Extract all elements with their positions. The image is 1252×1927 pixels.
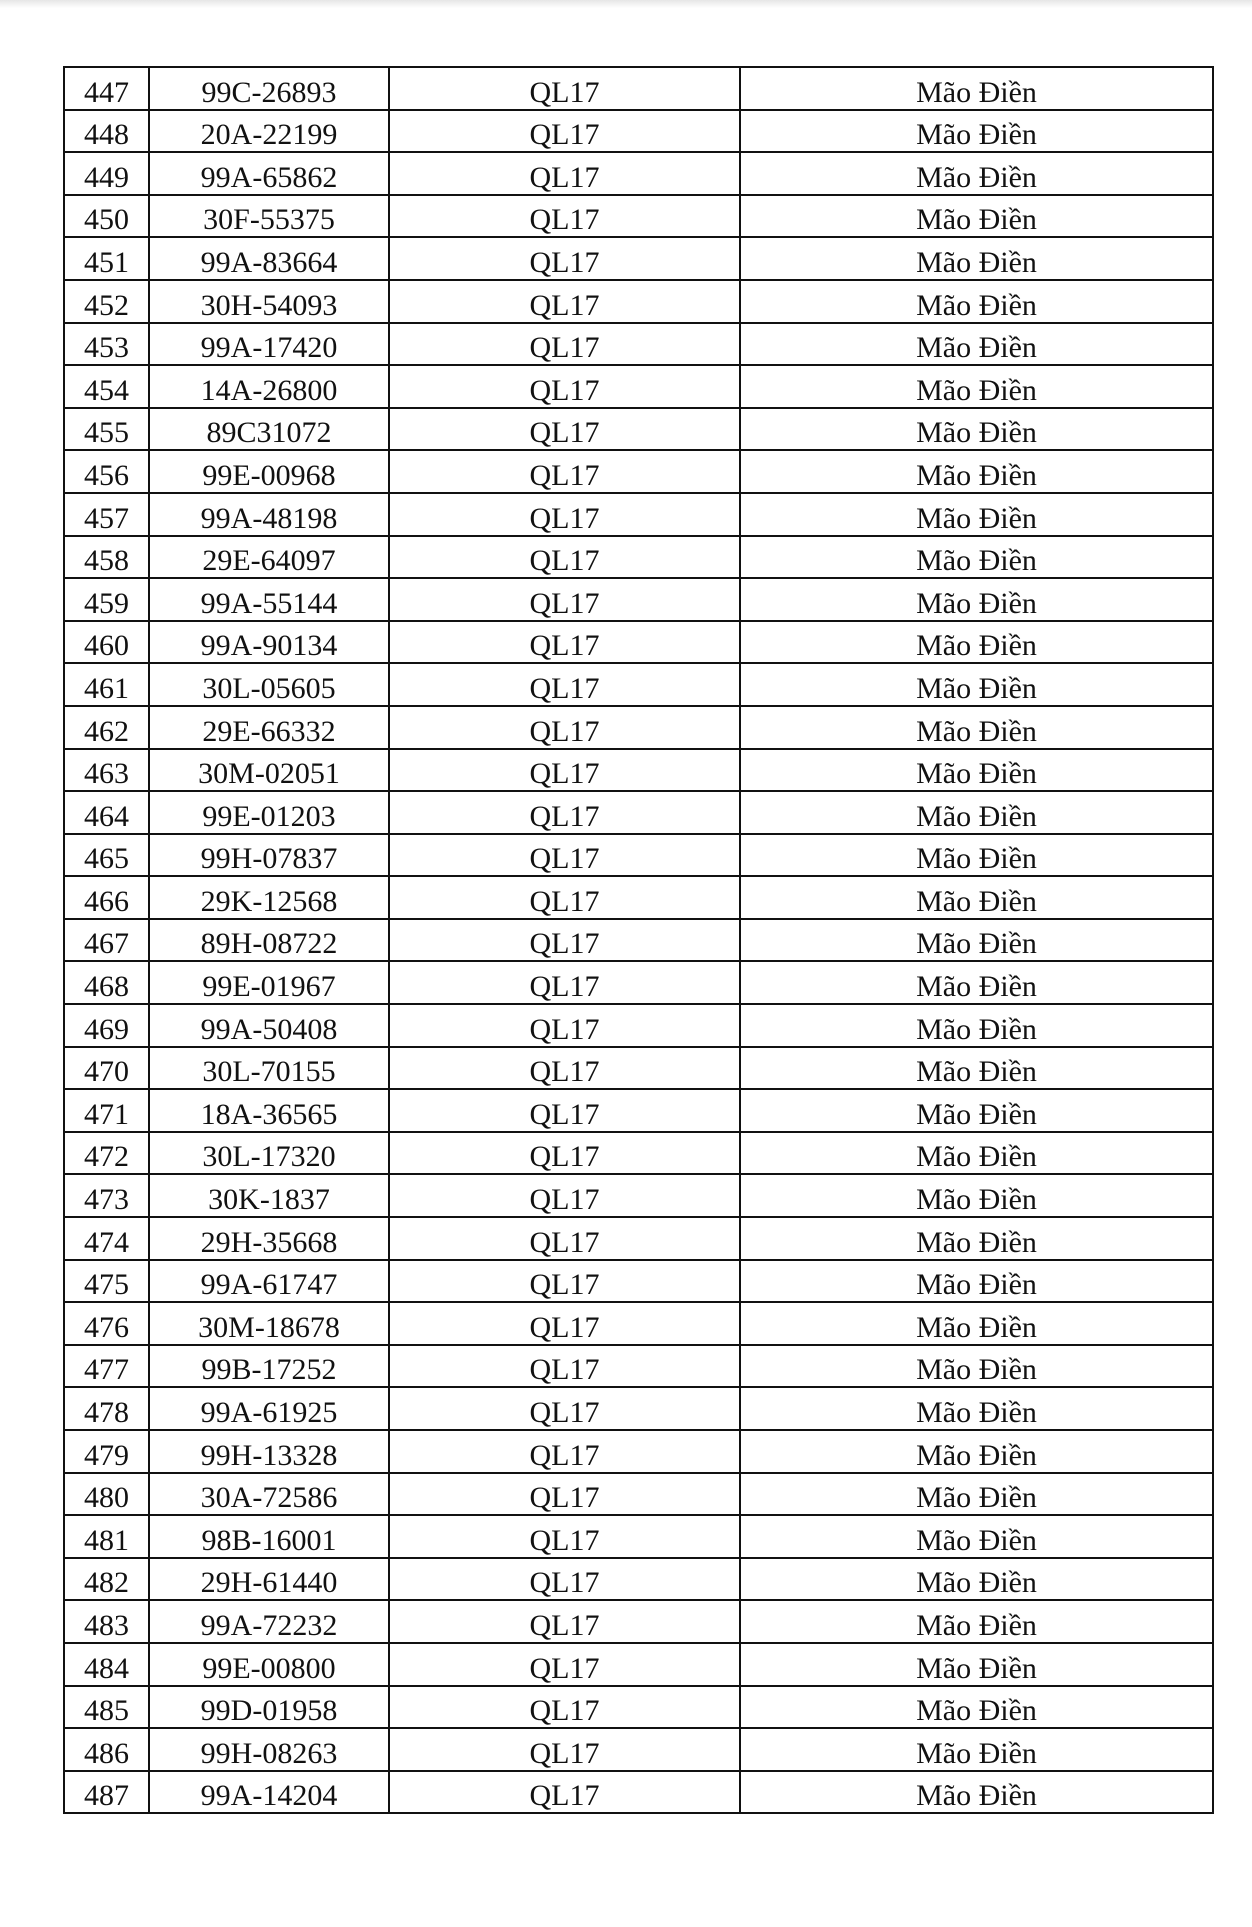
road-cell: QL17 — [389, 1345, 740, 1388]
table-row — [64, 706, 1213, 749]
road-cell: QL17 — [389, 961, 740, 1004]
road-cell: QL17 — [389, 1686, 740, 1729]
table-row — [64, 876, 1213, 919]
road-cell: QL17 — [389, 578, 740, 621]
location-cell: Mão Điền — [740, 1387, 1213, 1430]
table-body — [64, 67, 1213, 1813]
location-cell: Mão Điền — [740, 1515, 1213, 1558]
row-number-cell: 458 — [64, 536, 149, 579]
table-row — [64, 152, 1213, 195]
license-plate-cell: 99A-55144 — [149, 578, 389, 621]
license-plate-cell: 99A-61747 — [149, 1260, 389, 1303]
road-cell: QL17 — [389, 1302, 740, 1345]
table-row — [64, 663, 1213, 706]
road-cell: QL17 — [389, 195, 740, 238]
license-plate-cell: 99A-50408 — [149, 1004, 389, 1047]
location-cell: Mão Điền — [740, 67, 1213, 110]
road-cell: QL17 — [389, 1260, 740, 1303]
location-cell: Mão Điền — [740, 1558, 1213, 1601]
page-top-shadow — [0, 0, 1252, 8]
license-plate-cell: 20A-22199 — [149, 110, 389, 153]
table-row — [64, 1004, 1213, 1047]
row-number-cell: 456 — [64, 450, 149, 493]
location-cell: Mão Điền — [740, 663, 1213, 706]
table-row — [64, 536, 1213, 579]
table-row — [64, 919, 1213, 962]
table-row — [64, 1430, 1213, 1473]
road-cell: QL17 — [389, 1515, 740, 1558]
license-plate-cell: 99E-00800 — [149, 1643, 389, 1686]
location-cell: Mão Điền — [740, 1430, 1213, 1473]
road-cell: QL17 — [389, 1473, 740, 1516]
road-cell: QL17 — [389, 365, 740, 408]
location-cell: Mão Điền — [740, 1600, 1213, 1643]
road-cell: QL17 — [389, 791, 740, 834]
row-number-cell: 452 — [64, 280, 149, 323]
row-number-cell: 473 — [64, 1174, 149, 1217]
location-cell: Mão Điền — [740, 1132, 1213, 1175]
location-cell: Mão Điền — [740, 195, 1213, 238]
road-cell: QL17 — [389, 1771, 740, 1814]
table-row — [64, 280, 1213, 323]
table-row — [64, 1260, 1213, 1303]
table-row — [64, 493, 1213, 536]
road-cell: QL17 — [389, 1089, 740, 1132]
row-number-cell: 467 — [64, 919, 149, 962]
location-cell: Mão Điền — [740, 1345, 1213, 1388]
row-number-cell: 478 — [64, 1387, 149, 1430]
location-cell: Mão Điền — [740, 1686, 1213, 1729]
location-cell: Mão Điền — [740, 919, 1213, 962]
table-row — [64, 1643, 1213, 1686]
location-cell: Mão Điền — [740, 1643, 1213, 1686]
row-number-cell: 460 — [64, 621, 149, 664]
row-number-cell: 477 — [64, 1345, 149, 1388]
road-cell: QL17 — [389, 1558, 740, 1601]
road-cell: QL17 — [389, 237, 740, 280]
license-plate-cell: 99B-17252 — [149, 1345, 389, 1388]
road-cell: QL17 — [389, 110, 740, 153]
road-cell: QL17 — [389, 1174, 740, 1217]
table-row — [64, 1600, 1213, 1643]
road-cell: QL17 — [389, 1600, 740, 1643]
license-plate-cell: 29H-35668 — [149, 1217, 389, 1260]
location-cell: Mão Điền — [740, 1302, 1213, 1345]
location-cell: Mão Điền — [740, 1047, 1213, 1090]
road-cell: QL17 — [389, 706, 740, 749]
row-number-cell: 475 — [64, 1260, 149, 1303]
row-number-cell: 465 — [64, 834, 149, 877]
row-number-cell: 480 — [64, 1473, 149, 1516]
table-row — [64, 1302, 1213, 1345]
road-cell: QL17 — [389, 1217, 740, 1260]
table-row — [64, 1047, 1213, 1090]
row-number-cell: 449 — [64, 152, 149, 195]
row-number-cell: 476 — [64, 1302, 149, 1345]
license-plate-cell: 18A-36565 — [149, 1089, 389, 1132]
table-row — [64, 621, 1213, 664]
row-number-cell: 481 — [64, 1515, 149, 1558]
license-plate-cell: 99A-17420 — [149, 323, 389, 366]
row-number-cell: 469 — [64, 1004, 149, 1047]
row-number-cell: 455 — [64, 408, 149, 451]
row-number-cell: 457 — [64, 493, 149, 536]
license-plate-cell: 30L-05605 — [149, 663, 389, 706]
license-plate-cell: 99A-48198 — [149, 493, 389, 536]
location-cell: Mão Điền — [740, 323, 1213, 366]
road-cell: QL17 — [389, 1047, 740, 1090]
table-row — [64, 323, 1213, 366]
table-row — [64, 791, 1213, 834]
location-cell: Mão Điền — [740, 365, 1213, 408]
license-plate-cell: 30A-72586 — [149, 1473, 389, 1516]
table-row — [64, 450, 1213, 493]
row-number-cell: 483 — [64, 1600, 149, 1643]
road-cell: QL17 — [389, 1004, 740, 1047]
license-plate-cell: 29E-66332 — [149, 706, 389, 749]
location-cell: Mão Điền — [740, 1174, 1213, 1217]
row-number-cell: 459 — [64, 578, 149, 621]
license-plate-cell: 30F-55375 — [149, 195, 389, 238]
location-cell: Mão Điền — [740, 621, 1213, 664]
road-cell: QL17 — [389, 67, 740, 110]
location-cell: Mão Điền — [740, 1473, 1213, 1516]
table-row — [64, 1132, 1213, 1175]
row-number-cell: 482 — [64, 1558, 149, 1601]
row-number-cell: 454 — [64, 365, 149, 408]
road-cell: QL17 — [389, 152, 740, 195]
table-row — [64, 1345, 1213, 1388]
table-row — [64, 1473, 1213, 1516]
license-plate-cell: 99A-14204 — [149, 1771, 389, 1814]
location-cell: Mão Điền — [740, 536, 1213, 579]
table-row — [64, 237, 1213, 280]
row-number-cell: 453 — [64, 323, 149, 366]
license-plate-cell: 99A-65862 — [149, 152, 389, 195]
license-plate-cell: 99H-07837 — [149, 834, 389, 877]
license-plate-cell: 30K-1837 — [149, 1174, 389, 1217]
license-plate-cell: 99E-01203 — [149, 791, 389, 834]
location-cell: Mão Điền — [740, 1217, 1213, 1260]
road-cell: QL17 — [389, 1728, 740, 1771]
vehicle-violation-table — [63, 66, 1214, 1814]
row-number-cell: 451 — [64, 237, 149, 280]
road-cell: QL17 — [389, 663, 740, 706]
license-plate-cell: 99A-72232 — [149, 1600, 389, 1643]
location-cell: Mão Điền — [740, 1004, 1213, 1047]
road-cell: QL17 — [389, 1430, 740, 1473]
road-cell: QL17 — [389, 876, 740, 919]
row-number-cell: 484 — [64, 1643, 149, 1686]
row-number-cell: 462 — [64, 706, 149, 749]
license-plate-cell: 99C-26893 — [149, 67, 389, 110]
license-plate-cell: 99E-00968 — [149, 450, 389, 493]
license-plate-cell: 29H-61440 — [149, 1558, 389, 1601]
table-row — [64, 1089, 1213, 1132]
row-number-cell: 461 — [64, 663, 149, 706]
license-plate-cell: 14A-26800 — [149, 365, 389, 408]
location-cell: Mão Điền — [740, 493, 1213, 536]
road-cell: QL17 — [389, 280, 740, 323]
license-plate-cell: 99A-83664 — [149, 237, 389, 280]
table-row — [64, 195, 1213, 238]
location-cell: Mão Điền — [740, 1260, 1213, 1303]
road-cell: QL17 — [389, 919, 740, 962]
row-number-cell: 472 — [64, 1132, 149, 1175]
table-row — [64, 1217, 1213, 1260]
row-number-cell: 485 — [64, 1686, 149, 1729]
road-cell: QL17 — [389, 1132, 740, 1175]
license-plate-cell: 30H-54093 — [149, 280, 389, 323]
table-row — [64, 1387, 1213, 1430]
license-plate-cell: 29K-12568 — [149, 876, 389, 919]
road-cell: QL17 — [389, 493, 740, 536]
table-row — [64, 408, 1213, 451]
table-row — [64, 578, 1213, 621]
location-cell: Mão Điền — [740, 1089, 1213, 1132]
location-cell: Mão Điền — [740, 110, 1213, 153]
table-row — [64, 834, 1213, 877]
table-row — [64, 1174, 1213, 1217]
road-cell: QL17 — [389, 621, 740, 664]
location-cell: Mão Điền — [740, 280, 1213, 323]
table-row — [64, 110, 1213, 153]
row-number-cell: 479 — [64, 1430, 149, 1473]
row-number-cell: 447 — [64, 67, 149, 110]
location-cell: Mão Điền — [740, 152, 1213, 195]
road-cell: QL17 — [389, 749, 740, 792]
row-number-cell: 487 — [64, 1771, 149, 1814]
location-cell: Mão Điền — [740, 578, 1213, 621]
road-cell: QL17 — [389, 450, 740, 493]
license-plate-cell: 30M-02051 — [149, 749, 389, 792]
table-row — [64, 365, 1213, 408]
row-number-cell: 464 — [64, 791, 149, 834]
license-plate-cell: 98B-16001 — [149, 1515, 389, 1558]
row-number-cell: 450 — [64, 195, 149, 238]
location-cell: Mão Điền — [740, 791, 1213, 834]
location-cell: Mão Điền — [740, 961, 1213, 1004]
location-cell: Mão Điền — [740, 706, 1213, 749]
table-row — [64, 1558, 1213, 1601]
location-cell: Mão Điền — [740, 408, 1213, 451]
license-plate-cell: 99A-61925 — [149, 1387, 389, 1430]
table-row — [64, 1771, 1213, 1814]
license-plate-cell: 99E-01967 — [149, 961, 389, 1004]
row-number-cell: 470 — [64, 1047, 149, 1090]
road-cell: QL17 — [389, 323, 740, 366]
location-cell: Mão Điền — [740, 749, 1213, 792]
row-number-cell: 463 — [64, 749, 149, 792]
location-cell: Mão Điền — [740, 1728, 1213, 1771]
license-plate-cell: 99H-13328 — [149, 1430, 389, 1473]
table-row — [64, 1728, 1213, 1771]
license-plate-cell: 30L-17320 — [149, 1132, 389, 1175]
license-plate-cell: 30M-18678 — [149, 1302, 389, 1345]
table-row — [64, 1686, 1213, 1729]
row-number-cell: 468 — [64, 961, 149, 1004]
table-row — [64, 1515, 1213, 1558]
row-number-cell: 486 — [64, 1728, 149, 1771]
location-cell: Mão Điền — [740, 876, 1213, 919]
table-row — [64, 67, 1213, 110]
road-cell: QL17 — [389, 834, 740, 877]
road-cell: QL17 — [389, 1387, 740, 1430]
license-plate-cell: 89C31072 — [149, 408, 389, 451]
location-cell: Mão Điền — [740, 450, 1213, 493]
license-plate-cell: 99A-90134 — [149, 621, 389, 664]
road-cell: QL17 — [389, 536, 740, 579]
location-cell: Mão Điền — [740, 237, 1213, 280]
license-plate-cell: 99D-01958 — [149, 1686, 389, 1729]
row-number-cell: 466 — [64, 876, 149, 919]
road-cell: QL17 — [389, 1643, 740, 1686]
license-plate-cell: 29E-64097 — [149, 536, 389, 579]
license-plate-cell: 30L-70155 — [149, 1047, 389, 1090]
license-plate-cell: 99H-08263 — [149, 1728, 389, 1771]
road-cell: QL17 — [389, 408, 740, 451]
location-cell: Mão Điền — [740, 1771, 1213, 1814]
table-row — [64, 749, 1213, 792]
license-plate-cell: 89H-08722 — [149, 919, 389, 962]
row-number-cell: 474 — [64, 1217, 149, 1260]
location-cell: Mão Điền — [740, 834, 1213, 877]
row-number-cell: 448 — [64, 110, 149, 153]
row-number-cell: 471 — [64, 1089, 149, 1132]
table-row — [64, 961, 1213, 1004]
